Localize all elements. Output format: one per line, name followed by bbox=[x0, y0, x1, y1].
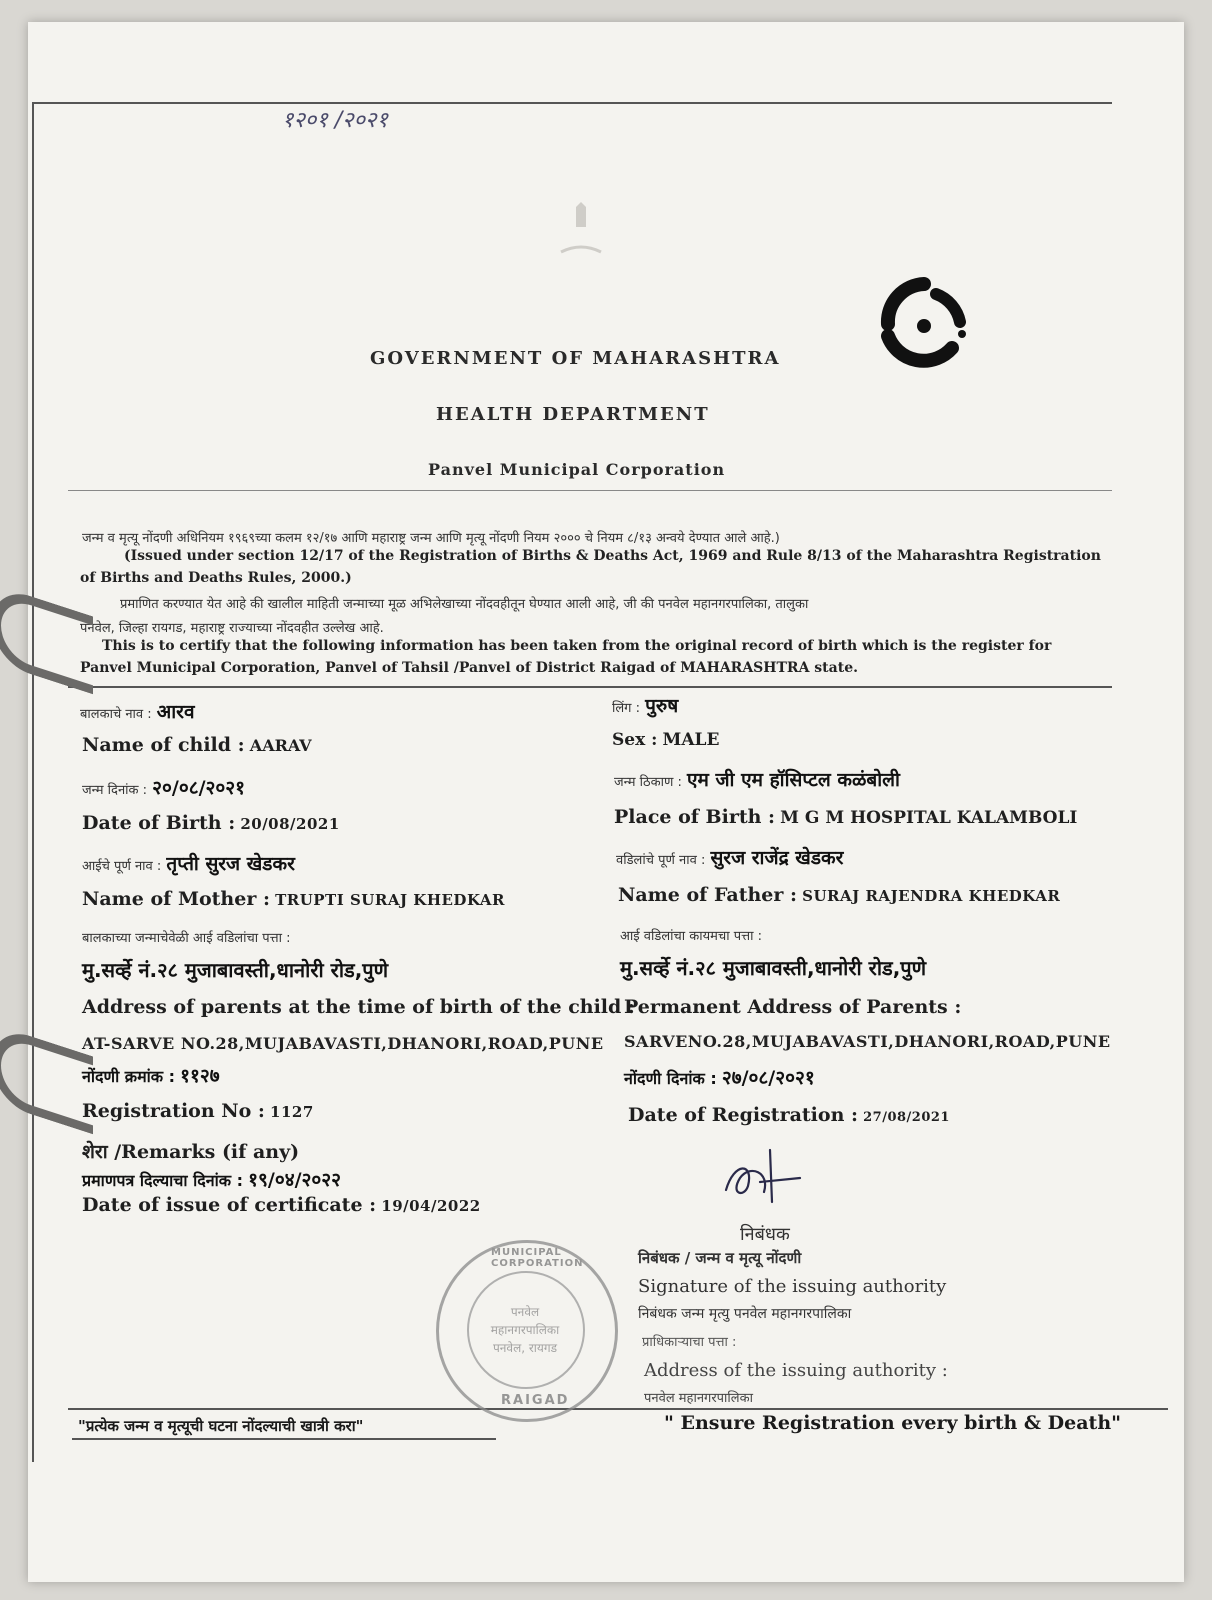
dob-mr-row bbox=[82, 774, 245, 800]
child-name-en-value: AARAV bbox=[249, 736, 312, 755]
father-en-label: Name of Father : bbox=[618, 884, 798, 906]
frame-left-line bbox=[32, 102, 34, 1462]
pob-en-row bbox=[614, 806, 1077, 828]
sex-mr-value: पुरुष bbox=[645, 695, 679, 717]
pob-mr-value: एम जी एम हॉसिप्टल कळंबोली bbox=[686, 769, 900, 791]
pob-en-label: Place of Birth : bbox=[614, 806, 776, 828]
child-name-mr-value: आरव bbox=[156, 701, 195, 723]
addr-perm-en-value: SARVENO.28,MUJABAVASTI,DHANORI,ROAD,PUNE bbox=[624, 1032, 1111, 1051]
addr-birth-en-label: Address of parents at the time of birth of the child : bbox=[82, 996, 635, 1018]
child-name-mr-label: बालकाचे नाव : bbox=[80, 707, 152, 722]
issue-date-mr-label: प्रमाणपत्र दिल्याचा दिनांक : bbox=[82, 1171, 244, 1190]
footer-mr-slogan: "प्रत्येक जन्म व मृत्यूची घटना नोंदल्याची खात्री करा" bbox=[78, 1417, 364, 1435]
footer-mr-underline bbox=[72, 1438, 496, 1440]
dob-en-value: 20/08/2021 bbox=[240, 815, 340, 833]
reg-date-en-label: Date of Registration : bbox=[628, 1104, 859, 1126]
header-divider bbox=[68, 490, 1112, 491]
registrar-signature-icon bbox=[714, 1142, 804, 1212]
issue-date-en-value: 19/04/2022 bbox=[381, 1197, 481, 1215]
reg-no-mr-label: नोंदणी क्रमांक : bbox=[82, 1067, 176, 1086]
sex-mr-row bbox=[612, 692, 678, 718]
seal-center-line2: महानगरपालिका bbox=[490, 1323, 560, 1337]
addr-birth-en-value: AT-SARVE NO.28,MUJABAVASTI,DHANORI,ROAD,PUNE bbox=[82, 1034, 604, 1053]
signature-mr-addr-label: प्राधिकाऱ्याचा पत्ता : bbox=[642, 1335, 737, 1350]
sex-en-value: MALE bbox=[662, 730, 720, 750]
intro-en-line4: Panvel Municipal Corporation, Panvel of Tahsil /Panvel of District Raigad of MAHARASHTRA state. bbox=[80, 660, 858, 676]
father-mr-label: वडिलांचे पूर्ण नाव : bbox=[616, 853, 706, 868]
father-mr-row bbox=[616, 844, 843, 870]
certificate-page bbox=[28, 22, 1184, 1582]
government-title: GOVERNMENT OF MAHARASHTRA bbox=[370, 348, 781, 369]
addr-perm-en-label: Permanent Address of Parents : bbox=[624, 996, 962, 1018]
mother-mr-value: तृप्ती सुरज खेडकर bbox=[166, 853, 295, 875]
remarks-label: शेरा /Remarks (if any) bbox=[82, 1141, 300, 1163]
health-department-logo-icon bbox=[874, 272, 974, 372]
dob-mr-value: २०/०८/२०२१ bbox=[152, 777, 246, 799]
reg-date-en-row bbox=[628, 1104, 950, 1126]
footer-divider bbox=[68, 1408, 1168, 1410]
corporation-title: Panvel Municipal Corporation bbox=[428, 460, 726, 479]
addr-perm-mr-label: आई वडिलांचा कायमचा पत्ता : bbox=[620, 929, 762, 944]
intro-mr-line1: जन्म व मृत्यू नोंदणी अधिनियम १९६९च्या कलम १२/१७ आणि महाराष्ट्र जन्म आणि मृत्यू नोंदणी नियम २००० चे नियम ८/१३ अन्वये देण्यात आले आहे.) bbox=[82, 531, 780, 546]
reg-date-en-value: 27/08/2021 bbox=[863, 1110, 950, 1125]
pob-en-value: M G M HOSPITAL KALAMBOLI bbox=[780, 808, 1078, 828]
sex-en-label: Sex : bbox=[612, 730, 658, 750]
signature-en-addr-label: Address of the issuing authority : bbox=[644, 1360, 948, 1381]
issue-date-en-row bbox=[82, 1194, 481, 1216]
pob-mr-row bbox=[614, 766, 900, 792]
reg-date-mr-label: नोंदणी दिनांक : bbox=[624, 1069, 717, 1088]
mother-en-label: Name of Mother : bbox=[82, 888, 270, 910]
intro-mr-line3: पनवेल, जिल्हा रायगड, महाराष्ट्र राज्याच्या नोंदवहीत उल्लेख आहे. bbox=[80, 621, 384, 636]
father-mr-value: सुरज राजेंद्र खेडकर bbox=[710, 847, 844, 869]
signature-stamp-text: निबंधक bbox=[740, 1224, 790, 1245]
issue-date-mr-value: १९/०४/२०२२ bbox=[248, 1169, 342, 1191]
dob-en-row bbox=[82, 812, 340, 834]
signature-en-title: Signature of the issuing authority bbox=[638, 1276, 947, 1297]
dob-mr-label: जन्म दिनांक : bbox=[82, 783, 148, 798]
seal-ring-top: MUNICIPAL CORPORATION bbox=[491, 1247, 584, 1269]
footer-en-slogan: " Ensure Registration every birth & Death" bbox=[664, 1412, 1122, 1434]
dob-en-label: Date of Birth : bbox=[82, 812, 236, 834]
child-name-en-row bbox=[82, 734, 312, 756]
reg-no-en-value: 1127 bbox=[270, 1103, 314, 1121]
reg-no-en-row bbox=[82, 1100, 314, 1122]
intro-en-line3: This is to certify that the following information has been taken from the original record of birth which is the register for bbox=[102, 638, 1052, 654]
mother-en-row bbox=[82, 888, 505, 910]
issue-date-en-label: Date of issue of certificate : bbox=[82, 1194, 377, 1216]
seal-center-line1: पनवेल bbox=[510, 1305, 540, 1319]
mother-mr-label: आईचे पूर्ण नाव : bbox=[82, 859, 162, 874]
frame-top-line bbox=[32, 102, 1112, 104]
intro-en-line2: of Births and Deaths Rules, 2000.) bbox=[80, 570, 352, 586]
reg-date-mr-row bbox=[624, 1064, 815, 1090]
father-en-value: SURAJ RAJENDRA KHEDKAR bbox=[802, 887, 1061, 905]
signature-mr-org: निबंधक जन्म मृत्यु पनवेल महानगरपालिका bbox=[638, 1306, 852, 1322]
corporation-seal bbox=[436, 1240, 618, 1422]
department-title: HEALTH DEPARTMENT bbox=[436, 404, 710, 425]
seal-center-line3: पनवेल, रायगड bbox=[492, 1341, 558, 1355]
addr-birth-mr-value: मु.सर्व्हे नं.२८ मुजाबावस्ती,धानोरी रोड,पुणे bbox=[82, 958, 389, 982]
mother-mr-row bbox=[82, 850, 295, 876]
signature-mr-title: निबंधक / जन्म व मृत्यू नोंदणी bbox=[638, 1249, 802, 1267]
intro-divider bbox=[68, 686, 1112, 688]
state-emblem-icon bbox=[536, 202, 626, 262]
sex-mr-label: लिंग : bbox=[612, 701, 641, 716]
signature-addr-value: पनवेल महानगरपालिका bbox=[644, 1391, 753, 1406]
mother-en-value: TRUPTI SURAJ KHEDKAR bbox=[275, 891, 505, 909]
child-name-mr-row bbox=[80, 698, 195, 724]
intro-en-line1: (Issued under section 12/17 of the Registration of Births & Deaths Act, 1969 and Rule 8/13 of the Maharashtra Registration bbox=[124, 548, 1101, 564]
pob-mr-label: जन्म ठिकाण : bbox=[614, 775, 682, 790]
seal-inner-ring bbox=[467, 1271, 585, 1389]
reg-no-en-label: Registration No : bbox=[82, 1100, 265, 1122]
sex-en-row bbox=[612, 730, 719, 750]
handwritten-note: १२०१ /२०२१ bbox=[282, 108, 388, 133]
issue-date-mr-row bbox=[82, 1166, 341, 1192]
father-en-row bbox=[618, 884, 1060, 906]
addr-birth-mr-label: बालकाच्या जन्माचेवेळी आई वडिलांचा पत्ता : bbox=[82, 931, 291, 946]
intro-mr-line2: प्रमाणित करण्यात येत आहे की खालील माहिती जन्माच्या मूळ अभिलेखाच्या नोंदवहीतून घेण्यात आली आहे, जी की पनवेल महानगरपालिका, तालुका bbox=[120, 597, 809, 612]
reg-no-mr-value: ११२७ bbox=[180, 1065, 220, 1087]
reg-date-mr-value: २७/०८/२०२१ bbox=[721, 1067, 815, 1089]
seal-ring-bottom: RAIGAD bbox=[501, 1393, 570, 1408]
reg-no-mr-row bbox=[82, 1062, 220, 1088]
child-name-en-label: Name of child : bbox=[82, 734, 245, 756]
addr-perm-mr-value: मु.सर्व्हे नं.२८ मुजाबावस्ती,धानोरी रोड,पुणे bbox=[620, 956, 927, 980]
